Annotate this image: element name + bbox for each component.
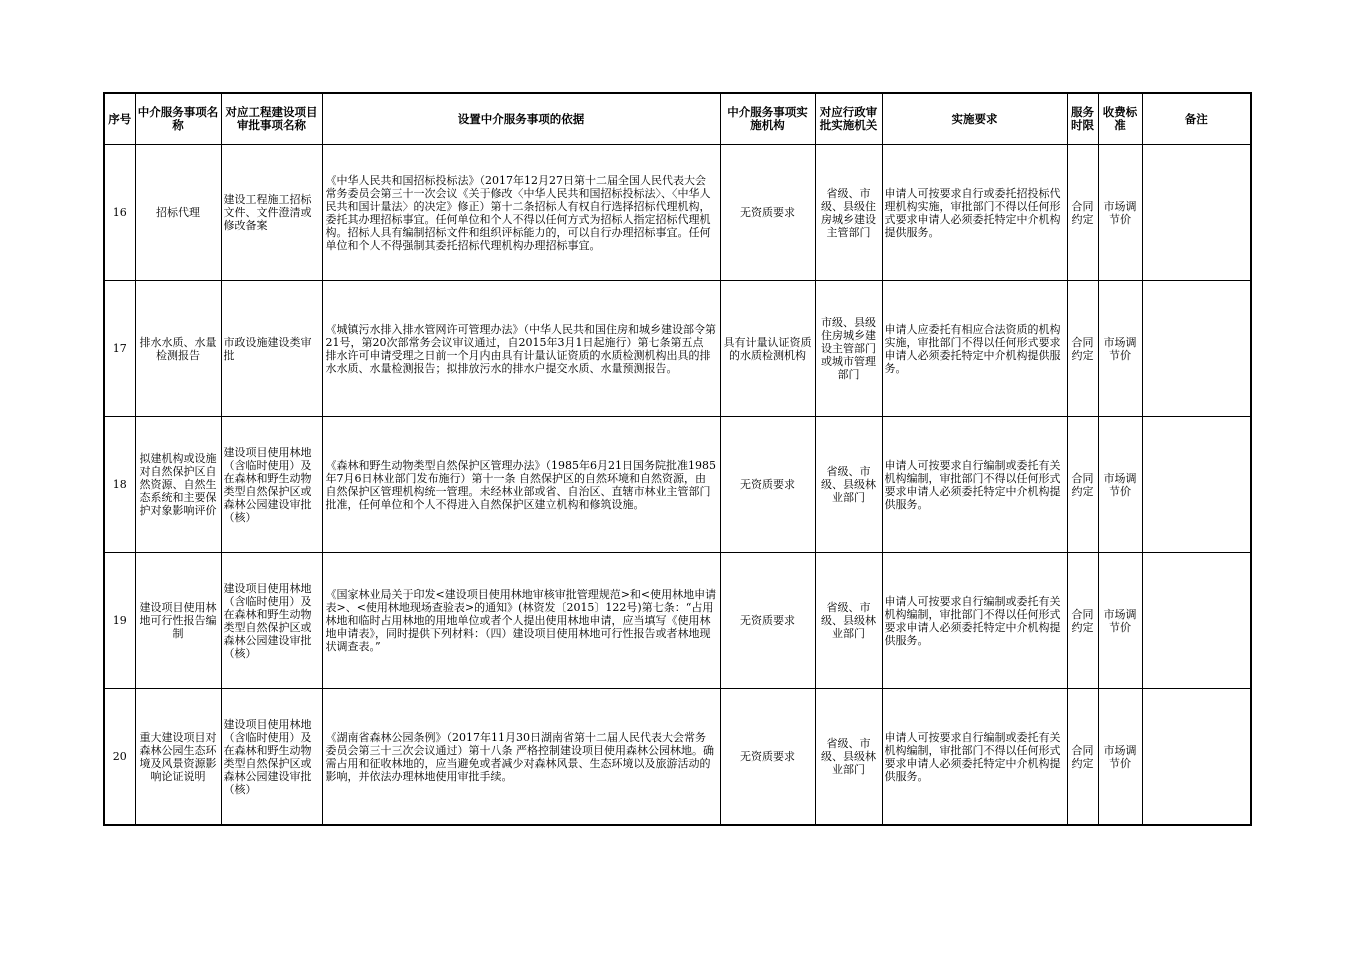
table-row: [104, 553, 1251, 689]
cell-name: 排水水质、水量检测报告: [135, 281, 221, 417]
table-row: [104, 417, 1251, 553]
header-row: [104, 93, 1251, 145]
cell-period: 合同约定: [1067, 417, 1098, 553]
cell-admin: 市级、县级住房城乡建设主管部门或城市管理部门: [815, 281, 882, 417]
cell-remark: [1142, 145, 1251, 281]
cell-requirement: 申请人可按要求自行编制或委托有关机构编制，审批部门不得以任何形式要求申请人必须委托特定中介机构提供服务。: [882, 417, 1067, 553]
cell-agency: 无资质要求: [720, 417, 815, 553]
service-items-table: [103, 92, 1252, 826]
cell-seq: 20: [104, 689, 135, 826]
cell-fee: 市场调节价: [1098, 417, 1142, 553]
cell-period: 合同约定: [1067, 281, 1098, 417]
cell-admin: 省级、市级、县级林业部门: [815, 417, 882, 553]
cell-basis: 《湖南省森林公园条例》（2017年11月30日湖南省第十二届人民代表大会常务委员会第三十三次会议通过）第十八条 严格控制建设项目使用森林公园林地。确需占用和征收林地的，应当避免或者减少对森林风景、生态环境以及旅游活动的影响，并依法办理林地使用审批手续。: [322, 689, 720, 826]
cell-approval: 建设项目使用林地（含临时使用）及在森林和野生动物类型自然保护区或森林公园建设审批（核）: [221, 689, 322, 826]
cell-seq: 19: [104, 553, 135, 689]
cell-requirement: 申请人应委托有相应合法资质的机构实施，审批部门不得以任何形式要求申请人必须委托特定中介机构提供服务。: [882, 281, 1067, 417]
cell-approval: 建设项目使用林地（含临时使用）及在森林和野生动物类型自然保护区或森林公园建设审批（核）: [221, 417, 322, 553]
header-requirement: 实施要求: [882, 93, 1067, 145]
header-approval: 对应工程建设项目审批事项名称: [221, 93, 322, 145]
header-period: 服务时限: [1067, 93, 1098, 145]
cell-remark: [1142, 553, 1251, 689]
header-name: 中介服务事项名称: [135, 93, 221, 145]
cell-admin: 省级、市级、县级林业部门: [815, 553, 882, 689]
table-row: [104, 145, 1251, 281]
cell-period: 合同约定: [1067, 553, 1098, 689]
cell-name: 重大建设项目对森林公园生态环境及风景资源影响论证说明: [135, 689, 221, 826]
cell-basis: 《森林和野生动物类型自然保护区管理办法》（1985年6月21日国务院批准1985年7月6日林业部门发布施行）第十一条 自然保护区的自然环境和自然资源，由自然保护区管理机构统一管理。未经林业部或省、自治区、直辖市林业主管部门批准，任何单位和个人不得进入自然保护区建立机构和修筑设施。: [322, 417, 720, 553]
cell-basis: 《城镇污水排入排水管网许可管理办法》（中华人民共和国住房和城乡建设部令第21号，第20次部常务会议审议通过，自2015年3月1日起施行）第七条第五点 排水许可申请受理之日前一个月内由具有计量认证资质的水质检测机构出具的排水水质、水量检测报告；拟排放污水的排水户提交水质、水量预测报告。: [322, 281, 720, 417]
cell-fee: 市场调节价: [1098, 689, 1142, 826]
cell-period: 合同约定: [1067, 145, 1098, 281]
header-fee: 收费标准: [1098, 93, 1142, 145]
cell-agency: 具有计量认证资质的水质检测机构: [720, 281, 815, 417]
cell-basis: 《中华人民共和国招标投标法》（2017年12月27日第十二届全国人民代表大会常务委员会第三十一次会议《关于修改〈中华人民共和国招标投标法〉、〈中华人民共和国计量法〉的决定》修正）第十二条招标人有权自行选择招标代理机构，委托其办理招标事宜。任何单位和个人不得以任何方式为招标人指定招标代理机构。招标人具有编制招标文件和组织评标能力的，可以自行办理招标事宜。任何单位和个人不得强制其委托招标代理机构办理招标事宜。: [322, 145, 720, 281]
cell-fee: 市场调节价: [1098, 145, 1142, 281]
cell-agency: 无资质要求: [720, 553, 815, 689]
header-admin: 对应行政审批实施机关: [815, 93, 882, 145]
cell-period: 合同约定: [1067, 689, 1098, 826]
cell-admin: 省级、市级、县级住房城乡建设主管部门: [815, 145, 882, 281]
cell-approval: 市政设施建设类审批: [221, 281, 322, 417]
cell-requirement: 申请人可按要求自行编制或委托有关机构编制，审批部门不得以任何形式要求申请人必须委托特定中介机构提供服务。: [882, 553, 1067, 689]
cell-name: 拟建机构或设施对自然保护区自然资源、自然生态系统和主要保护对象影响评价: [135, 417, 221, 553]
cell-basis: 《国家林业局关于印发<建设项目使用林地审核审批管理规范>和<使用林地申请表>、<使用林地现场查验表>的通知》(林资发〔2015〕122号)第七条：“占用林地和临时占用林地的用地单位或者个人提出使用林地申请，应当填写《使用林地申请表》，同时提供下列材料：（四）建设项目使用林地可行性报告或者林地现状调查表。”: [322, 553, 720, 689]
cell-seq: 16: [104, 145, 135, 281]
table-row: [104, 281, 1251, 417]
cell-admin: 省级、市级、县级林业部门: [815, 689, 882, 826]
cell-name: 建设项目使用林地可行性报告编制: [135, 553, 221, 689]
cell-seq: 17: [104, 281, 135, 417]
table-row: [104, 689, 1251, 826]
cell-remark: [1142, 281, 1251, 417]
header-seq: 序号: [104, 93, 135, 145]
cell-remark: [1142, 417, 1251, 553]
cell-requirement: 申请人可按要求自行编制或委托有关机构编制，审批部门不得以任何形式要求申请人必须委托特定中介机构提供服务。: [882, 689, 1067, 826]
header-remark: 备注: [1142, 93, 1251, 145]
cell-agency: 无资质要求: [720, 689, 815, 826]
cell-requirement: 申请人可按要求自行或委托招投标代理机构实施，审批部门不得以任何形式要求申请人必须委托特定中介机构提供服务。: [882, 145, 1067, 281]
cell-fee: 市场调节价: [1098, 553, 1142, 689]
cell-seq: 18: [104, 417, 135, 553]
header-basis: 设置中介服务事项的依据: [322, 93, 720, 145]
cell-remark: [1142, 689, 1251, 826]
header-agency: 中介服务事项实施机构: [720, 93, 815, 145]
cell-fee: 市场调节价: [1098, 281, 1142, 417]
cell-approval: 建设工程施工招标文件、文件澄清或修改备案: [221, 145, 322, 281]
cell-agency: 无资质要求: [720, 145, 815, 281]
cell-name: 招标代理: [135, 145, 221, 281]
cell-approval: 建设项目使用林地（含临时使用）及在森林和野生动物类型自然保护区或森林公园建设审批（核）: [221, 553, 322, 689]
